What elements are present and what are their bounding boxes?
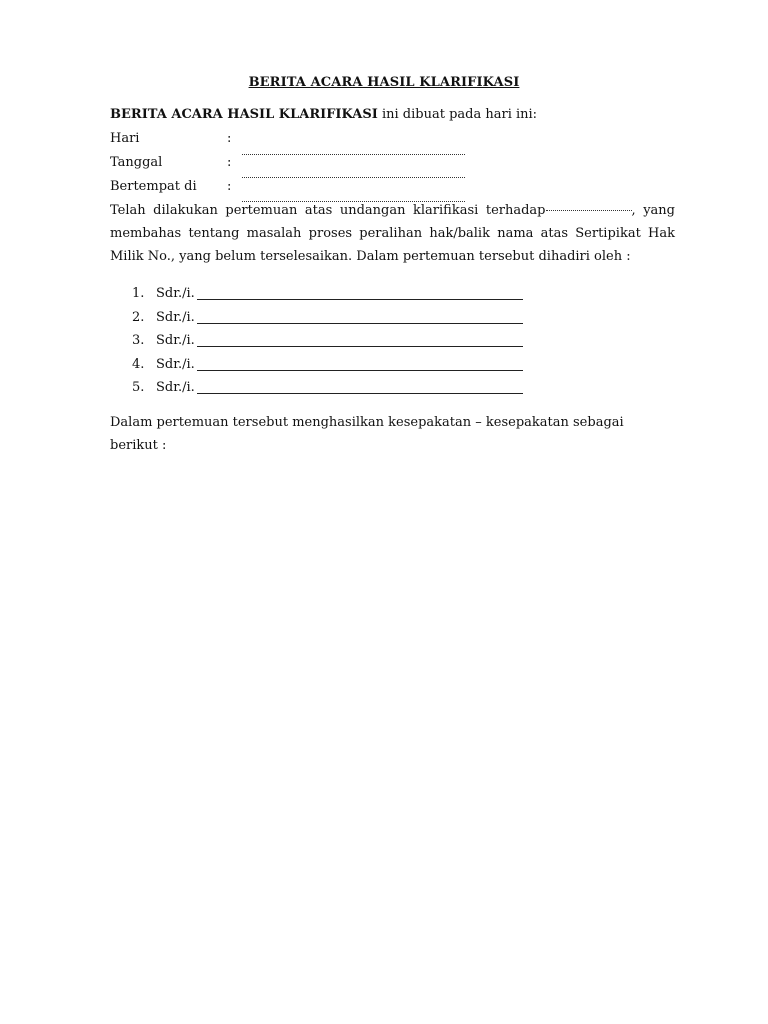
field-colon: : <box>227 179 232 194</box>
attendee-label: Sdr./i. <box>156 333 195 348</box>
paragraph-blank[interactable] <box>546 210 632 211</box>
field-colon: : <box>227 155 232 170</box>
paragraph-after-blank: , yang membahas tentang masalah proses peralihan hak/balik nama atas Sertipikat Hak Milik No., yang belum terselesaikan. Dalam pertemuan tersebut dihadiri oleh : <box>110 203 675 264</box>
attendee-name-blank[interactable] <box>197 299 523 300</box>
intro-bold-title: BERITA ACARA HASIL KLARIFIKASI <box>110 107 378 122</box>
attendee-name-blank[interactable] <box>197 346 523 347</box>
list-item <box>110 353 675 377</box>
field-bertempat <box>110 175 675 198</box>
attendee-number: 3. <box>132 333 145 348</box>
field-label-tanggal: Tanggal <box>110 155 163 170</box>
field-blank-tanggal[interactable] <box>242 177 465 178</box>
document-title: BERITA ACARA HASIL KLARIFIKASI <box>248 75 520 90</box>
list-item <box>110 376 675 400</box>
attendee-label: Sdr./i. <box>156 286 195 301</box>
conclusion-line: Dalam pertemuan tersebut menghasilkan kesepakatan – kesepakatan sebagai berikut : <box>110 415 624 453</box>
attendee-number: 2. <box>132 309 145 325</box>
attendee-name-blank[interactable] <box>197 323 523 324</box>
intro-rest: ini dibuat pada hari ini: <box>377 107 538 122</box>
attendee-label: Sdr./i. <box>156 380 195 395</box>
intro-line <box>110 103 675 126</box>
field-hari <box>110 127 675 150</box>
field-tanggal <box>110 151 675 174</box>
body-paragraph <box>110 199 675 268</box>
attendee-label: Sdr./i. <box>156 356 195 372</box>
paragraph-before-blank: Telah dilakukan pertemuan atas undangan klarifikasi terhadap <box>110 203 546 218</box>
attendee-name-blank[interactable] <box>197 370 523 371</box>
attendee-number: 4. <box>132 356 145 372</box>
attendee-label: Sdr./i. <box>156 309 195 325</box>
field-blank-hari[interactable] <box>242 154 465 155</box>
list-item <box>110 282 675 306</box>
attendee-name-blank[interactable] <box>197 393 523 394</box>
attendee-number: 5. <box>132 380 145 395</box>
list-item <box>110 306 675 330</box>
field-colon: : <box>227 131 232 146</box>
field-label-bertempat: Bertempat di <box>110 179 197 194</box>
attendee-list <box>110 282 675 400</box>
field-label-hari: Hari <box>110 131 140 146</box>
list-item <box>110 329 675 353</box>
attendee-number: 1. <box>132 286 145 301</box>
